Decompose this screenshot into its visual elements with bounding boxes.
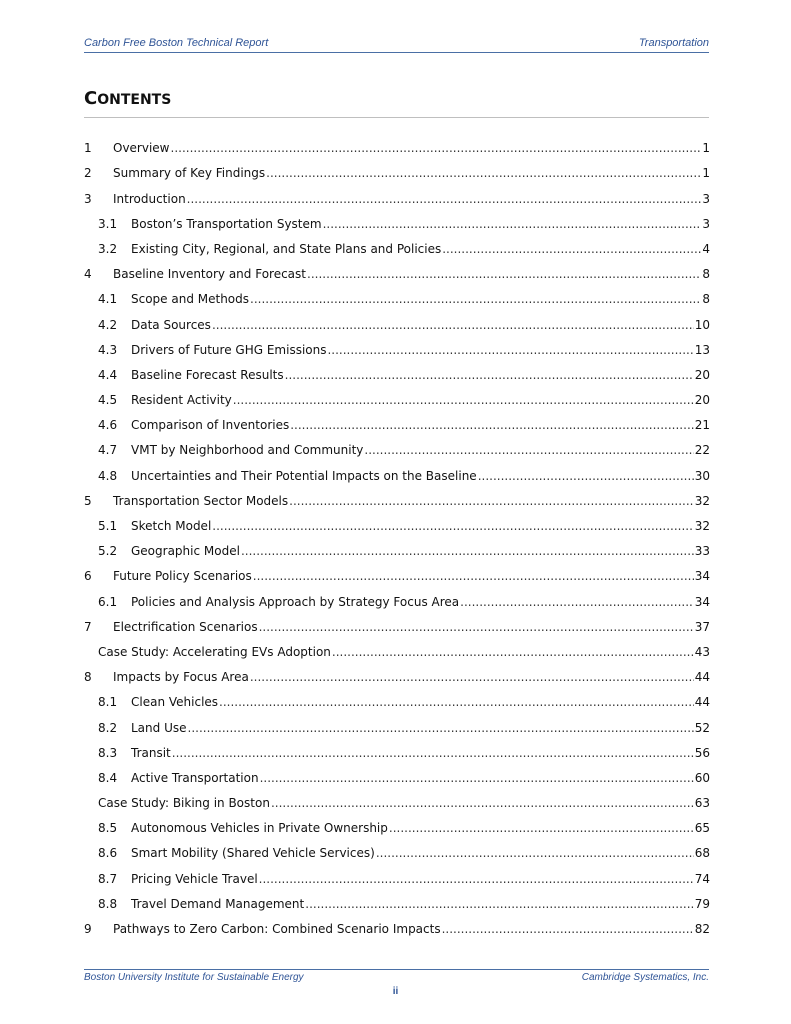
toc-entry-number: 8.7 [98, 871, 118, 886]
footer-organization: Boston University Institute for Sustainable Energy [84, 972, 304, 983]
toc-dot-leader [271, 796, 694, 810]
toc-entry-number: 4.4 [98, 367, 118, 382]
toc-entry[interactable] [84, 609, 710, 634]
toc-entry-page: 44 [694, 695, 710, 710]
toc-dot-leader [259, 872, 694, 886]
toc-entry-title: Resident Activity [131, 393, 232, 408]
toc-entry-page: 1 [702, 141, 710, 156]
toc-entry[interactable] [84, 709, 710, 734]
toc-entry-number: 1 [84, 141, 92, 156]
toc-entry-page: 10 [694, 317, 710, 332]
toc-entry-title: Summary of Key Findings [113, 166, 266, 181]
toc-entry[interactable] [84, 810, 710, 835]
toc-entry-title: Land Use [131, 720, 187, 735]
toc-entry-page: 52 [694, 720, 710, 735]
header-rule [84, 52, 709, 53]
toc-entry-number: 4.6 [98, 418, 118, 433]
toc-entry-number: 8.5 [98, 821, 118, 836]
toc-entry-title: Overview [113, 141, 170, 156]
toc-entry-number: 3 [84, 191, 92, 206]
toc-entry-title: Case Study: Accelerating EVs Adoption [98, 644, 331, 659]
toc-entry-page: 34 [694, 594, 710, 609]
toc-entry-number: 8 [84, 670, 92, 685]
toc-entry-page: 22 [694, 443, 710, 458]
toc-entry-page: 32 [694, 493, 710, 508]
toc-entry-page: 34 [694, 569, 710, 584]
toc-entry-page: 65 [694, 821, 710, 836]
toc-entry-number: 3.1 [98, 216, 118, 231]
toc-dot-leader [307, 267, 701, 281]
contents-heading-rest: ONTENTS [97, 92, 172, 108]
toc-entry-page: 8 [702, 267, 710, 282]
toc-entry[interactable] [84, 886, 710, 911]
toc-dot-leader [285, 368, 694, 382]
toc-dot-leader [250, 292, 701, 306]
page-header [84, 37, 709, 53]
toc-entry-title: Electrification Scenarios [113, 619, 258, 634]
toc-entry[interactable] [84, 256, 710, 281]
toc-entry-page: 13 [694, 342, 710, 357]
toc-entry[interactable] [84, 483, 710, 508]
toc-entry-number: 8.1 [98, 695, 118, 710]
toc-entry-title: Sketch Model [131, 519, 212, 533]
toc-dot-leader [376, 846, 694, 860]
toc-entry-number: 4.7 [98, 443, 118, 458]
footer-rule [84, 969, 709, 970]
toc-entry-number: 8.3 [98, 745, 118, 760]
toc-entry-title: Baseline Forecast Results [131, 367, 284, 382]
toc-entry-number: 8.6 [98, 846, 118, 861]
toc-entry-number: 4 [84, 267, 92, 282]
toc-entry-number: 5.1 [98, 519, 118, 533]
toc-entry[interactable] [84, 382, 710, 407]
toc-dot-leader [442, 242, 701, 256]
toc-entry-title: Pricing Vehicle Travel [131, 871, 258, 886]
toc-entry[interactable] [84, 332, 710, 357]
toc-entry-page: 3 [702, 191, 710, 206]
header-report-title: Carbon Free Boston Technical Report [84, 37, 269, 49]
toc-entry-number: 6 [84, 569, 92, 584]
toc-dot-leader [260, 771, 694, 785]
toc-entry[interactable] [84, 457, 710, 482]
toc-entry-title: Transit [131, 745, 171, 760]
toc-entry-page: 1 [702, 166, 710, 181]
toc-entry[interactable] [84, 306, 710, 331]
toc-entry[interactable] [84, 583, 710, 608]
toc-entry-title: Comparison of Inventories [131, 418, 290, 433]
toc-entry[interactable] [84, 231, 710, 256]
toc-entry-number: 6.1 [98, 594, 118, 609]
toc-dot-leader [188, 721, 694, 735]
toc-dot-leader [171, 141, 702, 155]
toc-entry-page: 56 [694, 745, 710, 760]
toc-entry-number: 4.5 [98, 393, 118, 408]
toc-entry-number: 5.2 [98, 544, 118, 559]
toc-entry-number: 8.8 [98, 896, 118, 911]
toc-entry[interactable] [84, 684, 710, 709]
toc-entry-title: Future Policy Scenarios [113, 569, 252, 584]
toc-entry-title: Boston’s Transportation System [131, 216, 322, 231]
toc-dot-leader [289, 494, 694, 508]
toc-entry[interactable] [84, 911, 710, 936]
toc-entry[interactable] [84, 634, 710, 659]
page-number: ii [392, 986, 399, 997]
toc-entry[interactable] [84, 785, 710, 810]
toc-dot-leader [305, 897, 693, 911]
toc-entry-number: 2 [84, 166, 92, 181]
toc-entry-title: Scope and Methods [131, 292, 250, 307]
toc-dot-leader [323, 217, 702, 231]
toc-entry-page: 82 [694, 922, 710, 936]
toc-entry-number: 5 [84, 493, 92, 508]
toc-entry-number: 4.1 [98, 292, 118, 307]
toc-dot-leader [327, 343, 693, 357]
toc-entry-page: 32 [694, 519, 710, 533]
toc-entry-number: 8.4 [98, 770, 118, 785]
toc-entry[interactable] [84, 432, 710, 457]
toc-entry-number: 3.2 [98, 241, 118, 256]
toc-dot-leader [250, 670, 694, 684]
toc-entry[interactable] [84, 835, 710, 860]
toc-entry-number: 7 [84, 619, 92, 634]
toc-dot-leader [332, 645, 694, 659]
toc-dot-leader [478, 469, 694, 483]
toc-entry-page: 68 [694, 846, 710, 861]
toc-entry-page: 44 [694, 670, 710, 685]
page-footer [84, 972, 709, 986]
contents-heading-initial: C [84, 88, 98, 109]
toc-entry-number: 4.3 [98, 342, 118, 357]
toc-dot-leader [172, 746, 694, 760]
toc-entry-page: 63 [694, 796, 710, 811]
toc-dot-leader [212, 318, 694, 332]
contents-heading [84, 88, 171, 109]
toc-entry-title: VMT by Neighborhood and Community [131, 443, 364, 458]
toc-entry[interactable] [84, 659, 710, 684]
toc-dot-leader [219, 695, 694, 709]
toc-dot-leader [266, 166, 701, 180]
toc-dot-leader [364, 443, 693, 457]
toc-entry-page: 21 [694, 418, 710, 433]
toc-entry-page: 3 [702, 216, 710, 231]
toc-entry-number: 9 [84, 922, 92, 936]
toc-entry-title: Policies and Analysis Approach by Strategy Focus Area [131, 594, 460, 609]
toc-entry-title: Geographic Model [131, 544, 240, 559]
toc-dot-leader [253, 569, 694, 583]
toc-entry[interactable] [84, 357, 710, 382]
toc-dot-leader [389, 821, 694, 835]
toc-entry-title: Drivers of Future GHG Emissions [131, 342, 327, 357]
toc-dot-leader [212, 519, 693, 533]
toc-entry[interactable] [84, 180, 710, 205]
toc-entry[interactable] [84, 735, 710, 760]
toc-entry[interactable] [84, 760, 710, 785]
toc-entry-page: 79 [694, 896, 710, 911]
toc-dot-leader [460, 595, 694, 609]
toc-entry[interactable] [84, 558, 710, 583]
toc-entry-title: Transportation Sector Models [113, 493, 289, 508]
toc-entry-page: 33 [694, 544, 710, 559]
toc-entry-number: 8.2 [98, 720, 118, 735]
toc-entry[interactable] [84, 155, 710, 180]
toc-entry-page: 43 [694, 644, 710, 659]
toc-entry-title: Uncertainties and Their Potential Impacts on the Baseline [131, 468, 477, 483]
toc-entry-title: Introduction [113, 191, 186, 206]
toc-entry[interactable] [84, 860, 710, 885]
toc-entry[interactable] [84, 407, 710, 432]
toc-entry-page: 20 [694, 393, 710, 408]
toc-entry[interactable] [84, 281, 710, 306]
toc-entry[interactable] [84, 130, 710, 155]
toc-dot-leader [442, 922, 694, 936]
footer-company: Cambridge Systematics, Inc. [581, 972, 709, 983]
toc-entry-title: Smart Mobility (Shared Vehicle Services) [131, 846, 375, 861]
toc-entry-title: Pathways to Zero Carbon: Combined Scenario Impacts [113, 922, 441, 936]
toc-entry-page: 30 [694, 468, 710, 483]
toc-entry-page: 37 [694, 619, 710, 634]
toc-entry[interactable] [84, 533, 710, 558]
toc-dot-leader [187, 192, 702, 206]
toc-entry-title: Travel Demand Management [131, 896, 305, 911]
toc-dot-leader [259, 620, 694, 634]
toc-entry-page: 8 [702, 292, 710, 307]
toc-entry-page: 20 [694, 367, 710, 382]
toc-entry-page: 74 [694, 871, 710, 886]
toc-entry[interactable] [84, 206, 710, 231]
toc-entry-title: Autonomous Vehicles in Private Ownership [131, 821, 388, 836]
toc-entry-title: Existing City, Regional, and State Plans and Policies [131, 241, 442, 256]
toc-entry-title: Impacts by Focus Area [113, 670, 249, 685]
toc-dot-leader [241, 544, 694, 558]
toc-entry-title: Case Study: Biking in Boston [98, 796, 270, 811]
header-section-title: Transportation [638, 37, 709, 49]
toc-entry-title: Data Sources [131, 317, 211, 332]
toc-entry-page: 4 [702, 241, 710, 256]
toc-entry-number: 4.2 [98, 317, 118, 332]
toc-dot-leader [233, 393, 694, 407]
table-of-contents [84, 130, 710, 936]
toc-entry-title: Clean Vehicles [131, 695, 219, 710]
toc-dot-leader [290, 418, 693, 432]
toc-entry-number: 4.8 [98, 468, 118, 483]
toc-entry-page: 60 [694, 770, 710, 785]
heading-rule [84, 117, 709, 118]
toc-entry-title: Baseline Inventory and Forecast [113, 267, 306, 282]
toc-entry[interactable] [84, 508, 710, 533]
toc-entry-title: Active Transportation [131, 770, 259, 785]
